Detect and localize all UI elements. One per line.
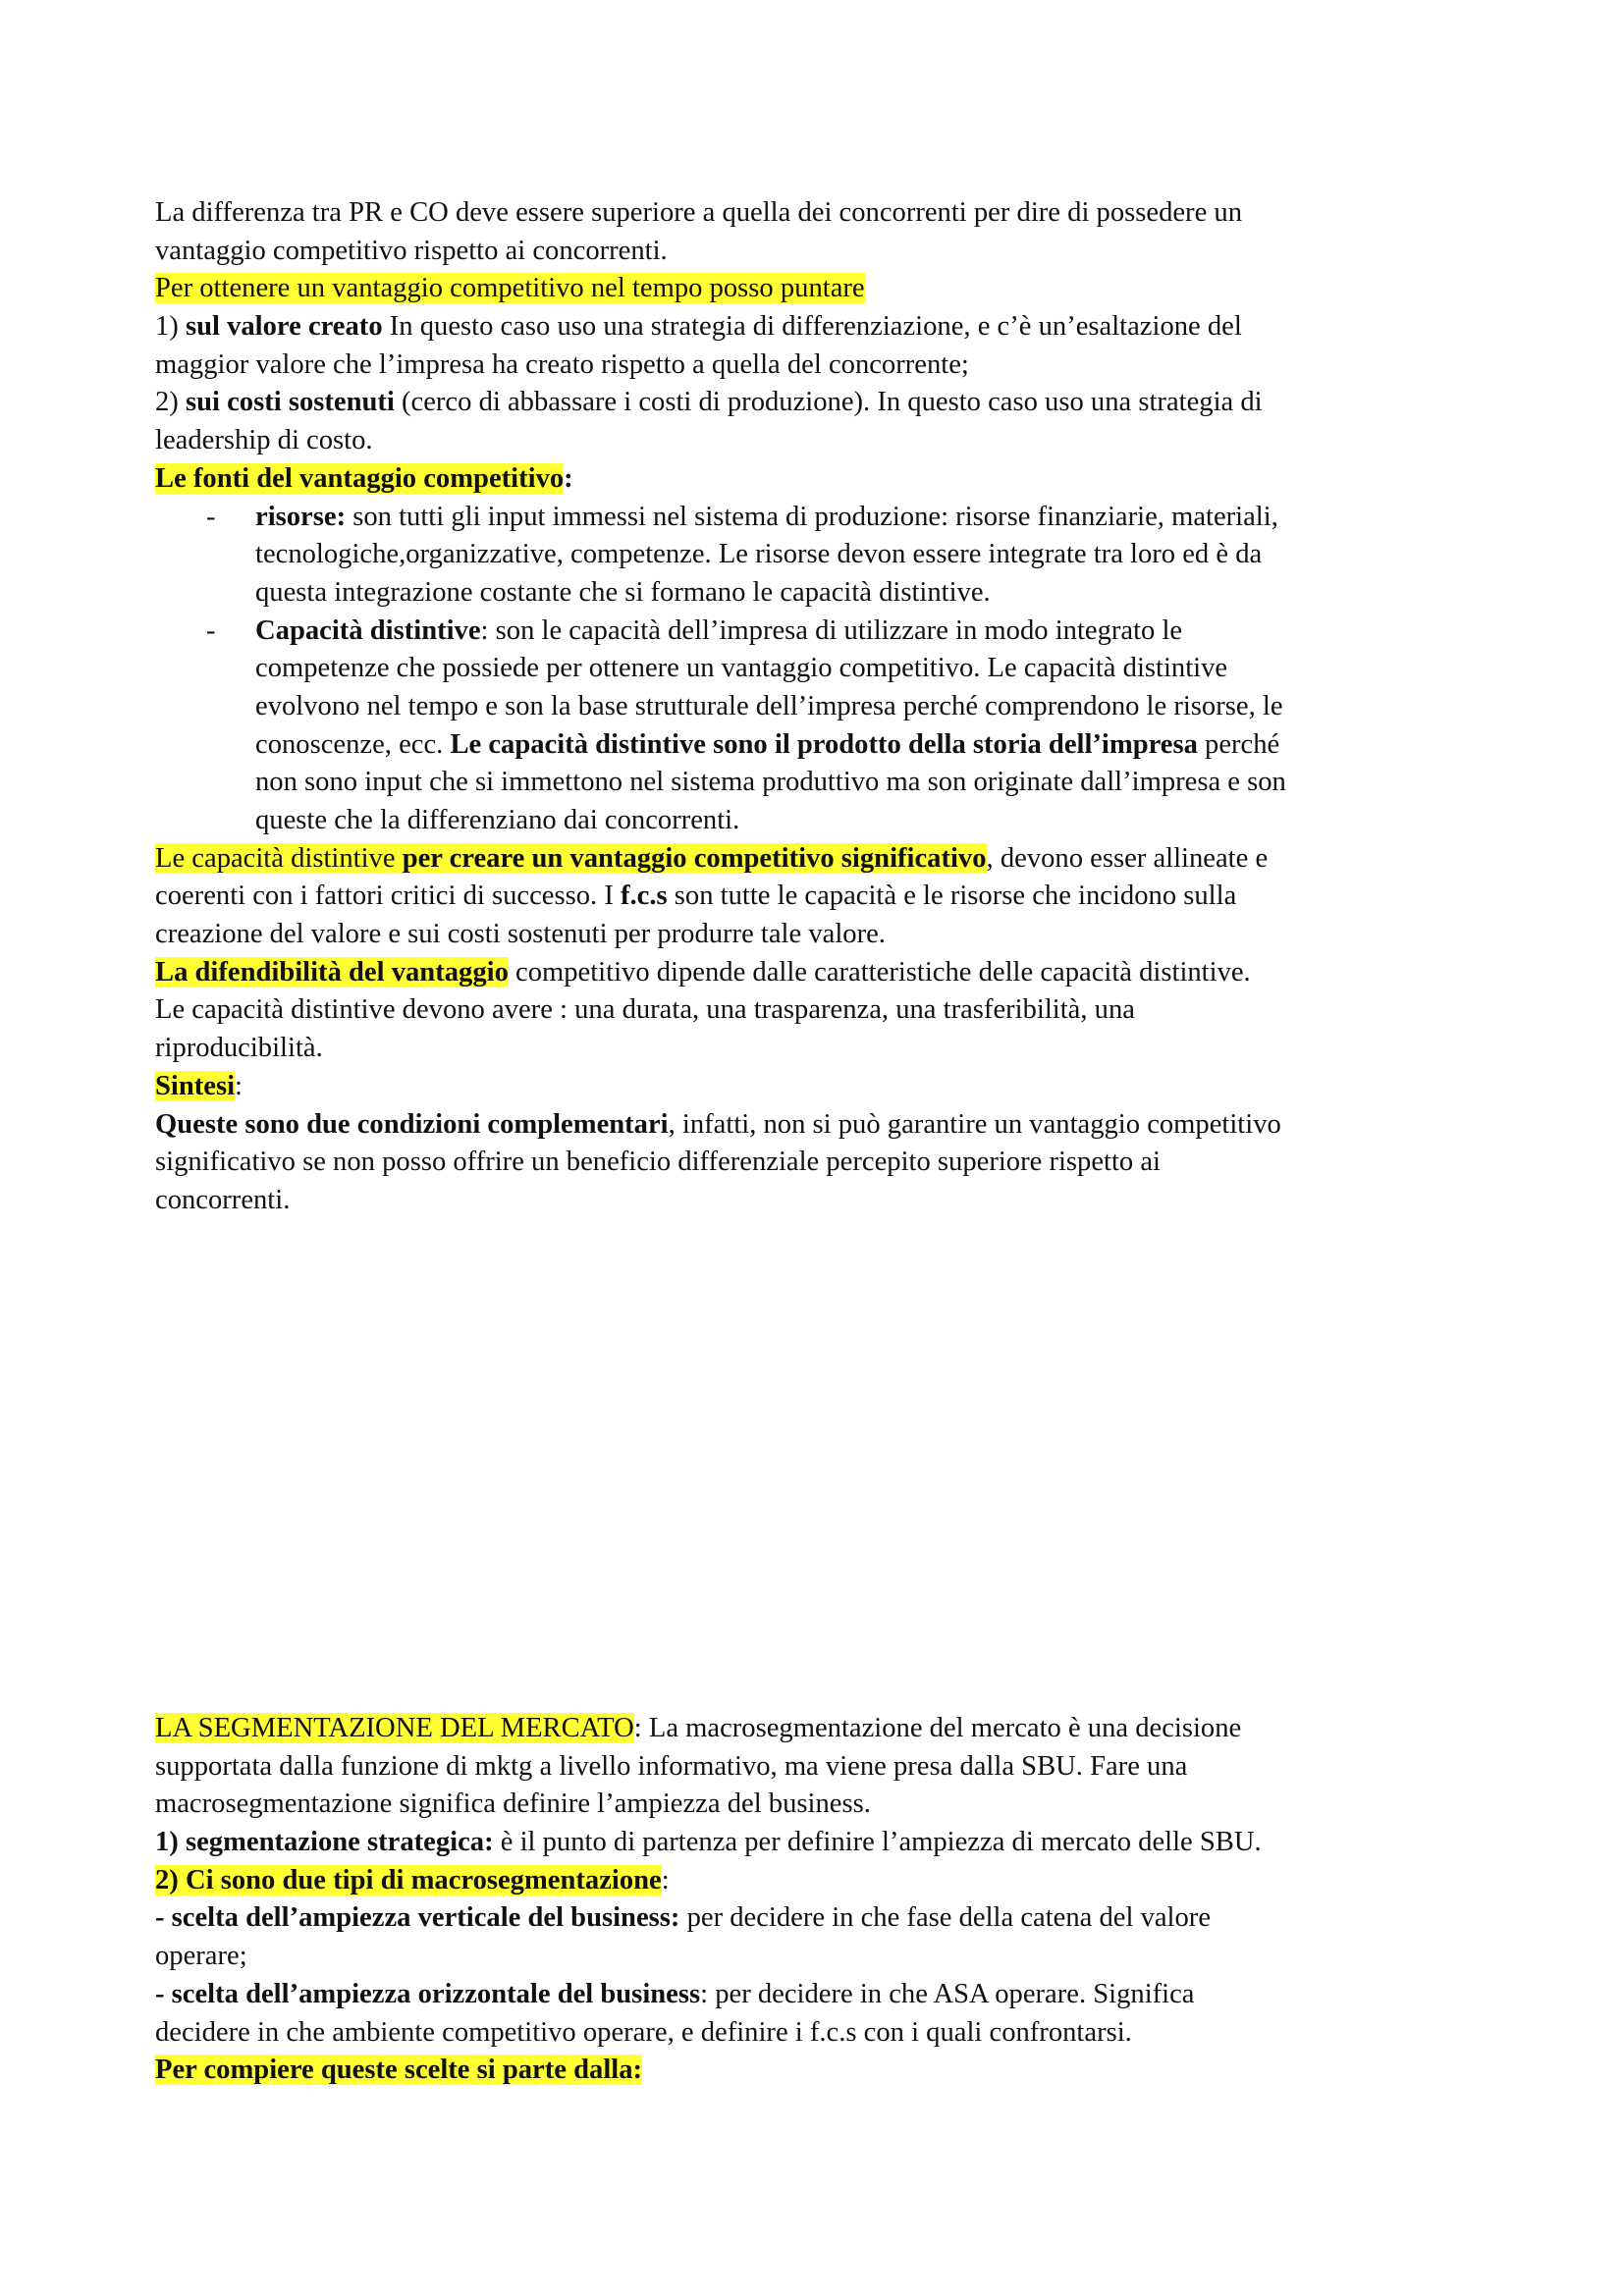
highlight: La difendibilità del vantaggio: [155, 956, 509, 988]
section-title: LA SEGMENTAZIONE DEL MERCATO: [155, 1713, 634, 1743]
text-line: concorrenti.: [155, 1184, 291, 1215]
highlight: Per ottenere un vantaggio competitivo nel tempo posso puntare: [155, 273, 865, 304]
bullet-line: non sono input che si immettono nel sistema produttivo ma son originate dall’impresa e son: [255, 767, 1286, 798]
colon: :: [235, 1070, 243, 1101]
bullet-line: competenze che possiede per ottenere un vantaggio competitivo. Le capacità distintive: [255, 653, 1228, 684]
heading-fonti: [155, 460, 1500, 499]
text: è il punto di partenza per definire l’ampiezza di mercato delle SBU.: [493, 1827, 1262, 1858]
point-tipi-macrosegmentazione: [155, 1862, 1500, 1900]
paragraph-capacita: [155, 840, 1500, 879]
section-vantaggio-competitivo: [155, 194, 1500, 1220]
highlight: Le capacità distintive: [155, 842, 403, 874]
text: perché: [1197, 728, 1280, 760]
highlighted-line: [155, 270, 1500, 308]
text-line: Le capacità distintive devono avere : una durata, una trasparenza, una trasferibilità, una: [155, 994, 1135, 1026]
section-segmentazione: [155, 1710, 1500, 2090]
bold-term: - scelta dell’ampiezza verticale del business:: [155, 1902, 680, 1934]
text: , infatti, non si può garantire un vantaggio competitivo: [668, 1108, 1281, 1140]
bold-term: Queste sono due condizioni complementari: [155, 1108, 669, 1140]
bold-term: sui costi sostenuti: [185, 387, 395, 418]
highlight: Per compiere queste scelte si parte dalla:: [155, 2055, 643, 2086]
paragraph-difendibilita: [155, 954, 1500, 992]
text: son tutte le capacità e le risorse che incidono sulla: [667, 881, 1237, 912]
paragraph-sintesi: [155, 1106, 1500, 1145]
text-line: macrosegmentazione significa definire l’ampiezza del business.: [155, 1789, 871, 1820]
bullet-line: questa integrazione costante che si formano le capacità distintive.: [255, 576, 991, 608]
heading-sintesi: [155, 1068, 1500, 1106]
number: 1): [155, 311, 186, 343]
text: : La macrosegmentazione del mercato è una decisione: [633, 1713, 1242, 1743]
text: son tutti gli input immessi nel sistema di produzione: risorse finanziarie, materiali,: [346, 501, 1278, 532]
text-line: La differenza tra PR e CO deve essere superiore a quella dei concorrenti per dire di possedere un: [155, 197, 1243, 228]
text-line: [155, 878, 1500, 916]
highlight: Sintesi: [155, 1070, 236, 1101]
highlight: per creare un vantaggio competitivo significativo: [402, 842, 987, 874]
item-ampiezza-verticale: [155, 1899, 1500, 1938]
text: competitivo dipende dalle caratteristiche delle capacità distintive.: [508, 956, 1251, 988]
text-line: leadership di costo.: [155, 425, 373, 456]
text-line: operare;: [155, 1941, 247, 1972]
text-line: decidere in che ambiente competitivo operare, e definire i f.c.s con i quali confrontarsi.: [155, 2016, 1132, 2048]
text-line: creazione del valore e sui costi sostenuti per produrre tale valore.: [155, 919, 886, 950]
numbered-point-1: [155, 308, 1500, 347]
text-line: riproducibilità.: [155, 1033, 323, 1064]
bullet-line: [155, 499, 1500, 537]
number: 2): [155, 387, 186, 418]
bullet-dash: -: [206, 614, 216, 646]
bullet-line: [155, 726, 1500, 765]
bold-term: Le capacità distintive sono il prodotto della storia dell’impresa: [450, 728, 1198, 760]
highlight: Le fonti del vantaggio competitivo: [155, 462, 565, 494]
point-segmentazione-strategica: [155, 1824, 1500, 1862]
bold-term: 1) segmentazione strategica:: [155, 1827, 494, 1858]
text-line: vantaggio competitivo rispetto ai concorrenti.: [155, 235, 668, 266]
closing-line: [155, 2052, 1500, 2090]
text: : per decidere in che ASA operare. Significa: [700, 1978, 1195, 2009]
text-line: significativo se non posso offrire un beneficio differenziale percepito superiore rispetto ai: [155, 1147, 1161, 1178]
bullet-line: tecnologiche,organizzative, competenze. Le risorse devon essere integrate tra loro ed è da: [255, 539, 1263, 570]
bold-term: risorse:: [255, 501, 347, 532]
colon: :: [661, 1864, 670, 1896]
bullet-line: [155, 613, 1500, 651]
text-line: supportata dalla funzione di mktg a livello informativo, ma viene presa dalla SBU. Fare una: [155, 1750, 1188, 1782]
text: coerenti con i fattori critici di successo. I: [155, 881, 622, 912]
text: conoscenze, ecc.: [255, 728, 451, 760]
section-title-line: [155, 1710, 1500, 1748]
text-line: maggior valore che l’impresa ha creato rispetto a quella del concorrente;: [155, 348, 969, 380]
numbered-point-2: [155, 384, 1500, 422]
text: (cerco di abbassare i costi di produzione). In questo caso uso una strategia di: [394, 387, 1263, 418]
bullet-line: evolvono nel tempo e son la base strutturale dell’impresa perché comprendono le risorse, le: [255, 690, 1283, 721]
bullet-line: queste che la differenziano dai concorrenti.: [255, 805, 740, 835]
bold-term: - scelta dell’ampiezza orizzontale del business: [155, 1978, 701, 2009]
bold-term: sul valore creato: [185, 311, 383, 343]
bullet-item-capacita: [155, 613, 1500, 840]
item-ampiezza-orizzontale: [155, 1976, 1500, 2014]
bold-term: f.c.s: [621, 881, 668, 912]
text: per decidere in che fase della catena del valore: [679, 1902, 1212, 1934]
bullet-dash: -: [206, 501, 216, 532]
bullet-item-risorse: [155, 499, 1500, 613]
text: : son le capacità dell’impresa di utilizzare in modo integrato le: [480, 614, 1183, 646]
bold-term: Capacità distintive: [255, 614, 481, 646]
highlight: 2) Ci sono due tipi di macrosegmentazione: [155, 1864, 662, 1896]
colon: :: [564, 462, 573, 494]
text: In questo caso uso una strategia di differenziazione, e c’è un’esaltazione del: [382, 311, 1242, 343]
text: , devono esser allineate e: [986, 842, 1269, 874]
